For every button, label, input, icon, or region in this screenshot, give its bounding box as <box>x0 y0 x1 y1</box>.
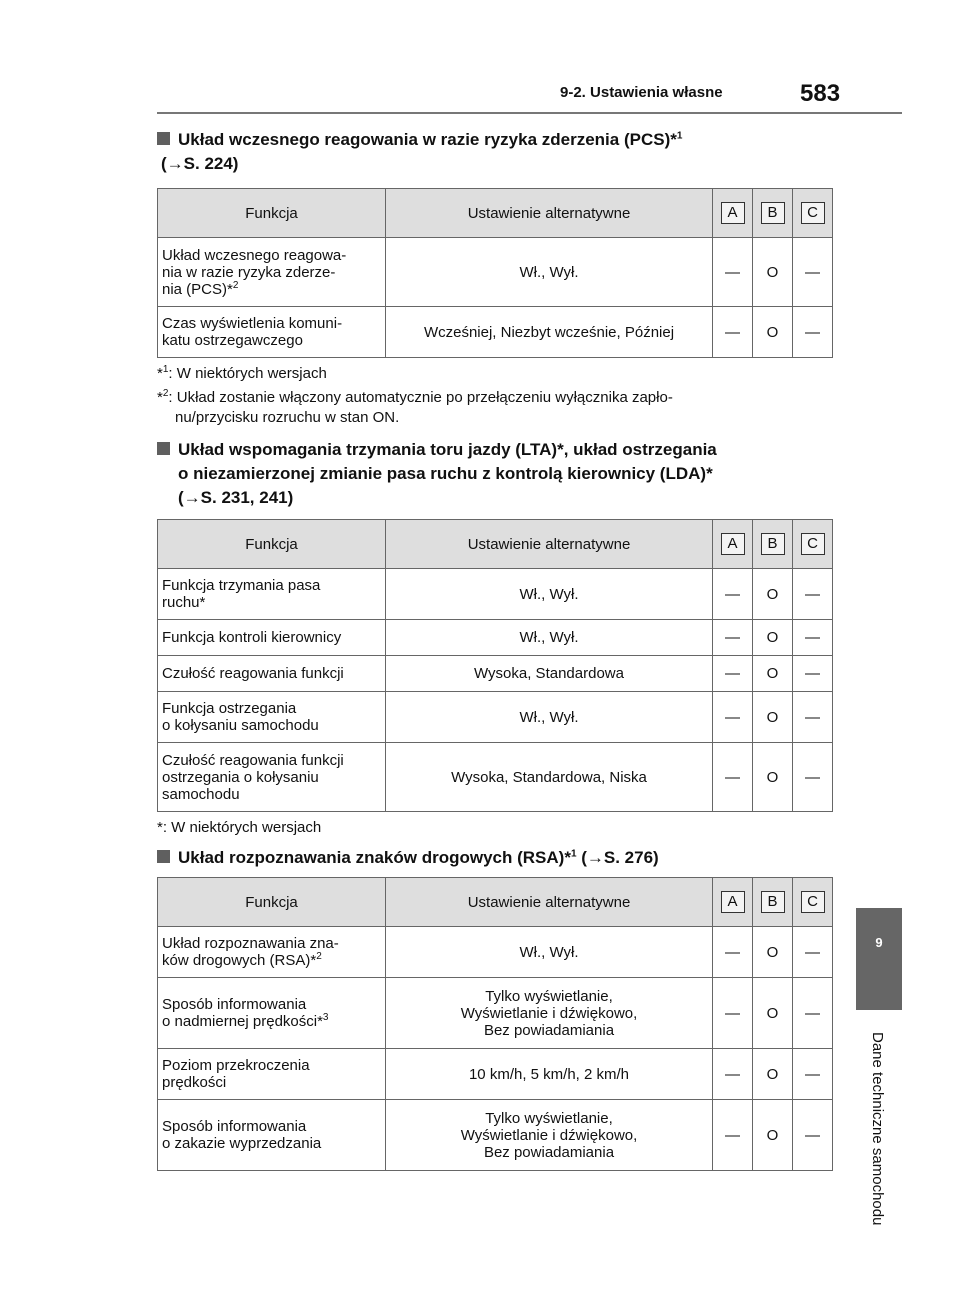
function-cell: Czas wyświetlenia komuni- katu ostrzegawczego <box>158 307 386 358</box>
table-header-row: Funkcja Ustawienie alternatywne A B C <box>158 520 833 569</box>
column-a-icon: A <box>721 891 745 913</box>
chapter-tab: 9 <box>856 908 902 1010</box>
header-rule <box>157 112 902 114</box>
column-a-icon: A <box>721 533 745 555</box>
table-row: Sposób informowania o nadmiernej prędkości*$^3$ Tylko wyświetlanie, Wyświetlanie i dźwiękowo, Bez powiadamiania — O — <box>158 978 833 1049</box>
column-b-icon: B <box>761 533 785 555</box>
table-row: Funkcja trzymania pasa ruchu* Wł., Wył. — O — <box>158 569 833 620</box>
section-rsa-title: Układ rozpoznawania znaków drogowych (RSA)*$^1$ (→S. 276) <box>157 846 659 870</box>
column-c-icon: C <box>801 891 825 913</box>
square-bullet-icon <box>157 442 170 455</box>
lta-table <box>157 519 833 812</box>
table-row: Poziom przekroczenia prędkości 10 km/h, 5 km/h, 2 km/h — O — <box>158 1049 833 1100</box>
table-header-row: Funkcja Ustawienie alternatywne A B C <box>158 878 833 927</box>
footnote-1: *$^1$: W niektórych wersjach <box>157 364 327 382</box>
column-b-icon: B <box>761 891 785 913</box>
page-header <box>157 76 841 110</box>
table-row: Czułość reagowania funkcji Wysoka, Standardowa — O — <box>158 656 833 692</box>
chapter-side-label: Dane techniczne samochodu <box>869 1032 886 1226</box>
rsa-table <box>157 877 833 1171</box>
function-cell: Układ wczesnego reagowa- nia w razie ryzyka zderze- nia (PCS)*$^2$ <box>158 238 386 307</box>
setting-cell: Wł., Wył. <box>386 238 713 307</box>
page-number: 583 <box>800 80 841 107</box>
table-row: Funkcja ostrzegania o kołysaniu samochodu Wł., Wył. — O — <box>158 692 833 743</box>
section-lta-title: Układ wspomagania trzymania toru jazdy (LTA)*, układ ostrzegania o niezamierzonej zmianie pasa ruchu z kontrolą kierownicy (LDA)* (→S. 231, 241) <box>157 438 717 510</box>
header-ustawienie: Ustawienie alternatywne <box>386 189 713 238</box>
section-pcs-title: Układ wczesnego reagowania w razie ryzyka zderzenia (PCS)*$^1$ (→S. 224) <box>157 128 682 176</box>
square-bullet-icon <box>157 850 170 863</box>
column-a-icon: A <box>721 202 745 224</box>
table-row: Czułość reagowania funkcji ostrzegania o kołysaniu samochodu Wysoka, Standardowa, Niska — O — <box>158 743 833 812</box>
pcs-table <box>157 188 833 358</box>
footnote-2: *$^2$: Układ zostanie włączony automatycznie po przełączeniu wyłącznika zapło- nu/przycisku rozruchu w stan ON. <box>157 388 673 426</box>
section-heading: 9-2. Ustawienia własne <box>560 84 723 101</box>
column-c-icon: C <box>801 202 825 224</box>
square-bullet-icon <box>157 132 170 145</box>
footnote-lta: *: W niektórych wersjach <box>157 819 322 836</box>
column-c-icon: C <box>801 533 825 555</box>
table-row: Układ wczesnego reagowa- nia w razie ryzyka zderze- nia (PCS)*$^2$ Wł., Wył. — O — <box>158 238 833 307</box>
table-row: Czas wyświetlenia komuni- katu ostrzegawczego Wcześniej, Niezbyt wcześnie, Później — O — <box>158 307 833 358</box>
table-row: Sposób informowania o zakazie wyprzedzania Tylko wyświetlanie, Wyświetlanie i dźwiękowo, Bez powiadamiania — O — <box>158 1100 833 1171</box>
column-b-icon: B <box>761 202 785 224</box>
table-header-row <box>158 189 833 238</box>
table-row: Układ rozpoznawania zna- ków drogowych (RSA)*$^2$ Wł., Wył. — O — <box>158 927 833 978</box>
header-funkcja: Funkcja <box>158 189 386 238</box>
table-row: Funkcja kontroli kierownicy Wł., Wył. — O — <box>158 620 833 656</box>
setting-cell: Wcześniej, Niezbyt wcześnie, Później <box>386 307 713 358</box>
